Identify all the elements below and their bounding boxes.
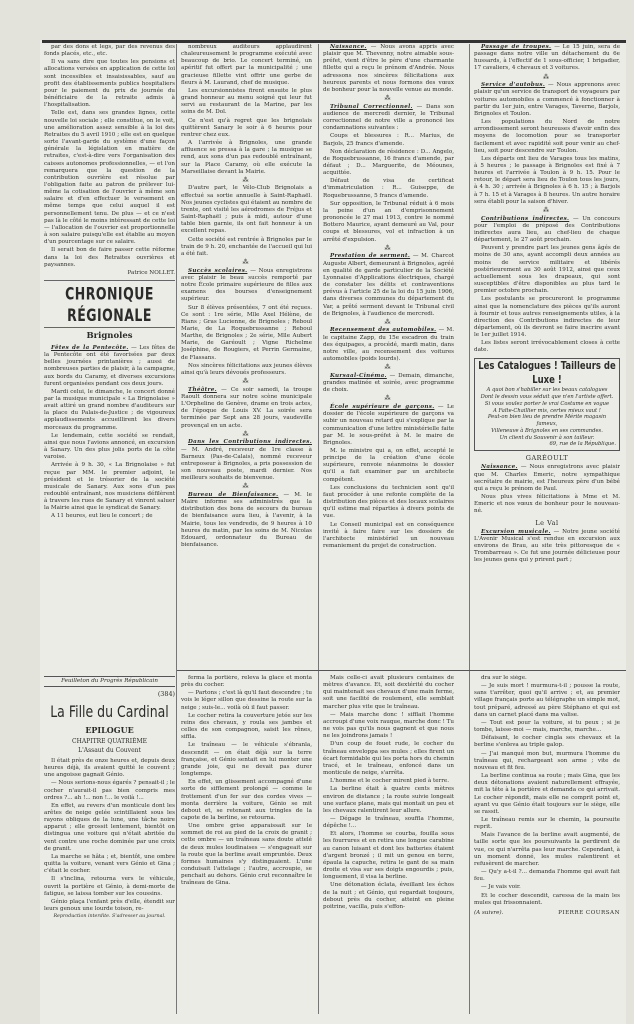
paragraph: La marche se hâta ; et, bientôt, une ombre quitta la voiture, venant vers Génio et Gina ; c'était le cocher. (44, 853, 175, 875)
separator-stars: ⁂ (242, 176, 251, 184)
separator-stars: ⁂ (242, 430, 251, 438)
paragraph: — Nous serions-nous égarés ? pensait-il ; le cocher n'aurait-il pas bien compris mes ordres ?... ah !... non !... le voilà !... (44, 780, 175, 801)
paragraph: Coups et blessures : R... Marius, de Barjols, 25 francs d'amende. (323, 133, 454, 147)
paragraph: — Qu'y a-t-il ?... demanda l'homme qui avait fait feu. (474, 869, 620, 883)
paragraph (323, 373, 454, 394)
paragraph: Sur 8 élèves présentées, 7 ont été reçues. Ce sont : 1re série, Mlle Axel Hélène, de Rians ; Gras Lucienne, de Brignoles ; Reboul Marie, de La Roquebrussanne ; Reboul Marthe, de Brignoles ; 2e série, Mlle Aubert Marie, de Garéoult ; Vigne Richelme Joséphine, de Rougiers, et Perrin Germaine, de Flassans. (181, 304, 312, 361)
paragraph: Non déclaration de résidence : D... Angelo, de Roquebrussanne, 16 francs d'amende, par défaut ; D... Marguerite, de Méounes, acquittée. (323, 148, 454, 177)
author: PIERRE COURSAN (558, 909, 620, 916)
paragraph: Mardi celui, le dimanche, le concert donné par la musique municipale « La Brignolaise » avait attiré un grand nombre d'auditeurs sur la place du Palais-de-Justice ; de vigoureux applaudissements accueillirent les divers morceaux du programme. (44, 388, 175, 431)
separator-stars: ⁂ (384, 244, 393, 252)
feuilleton-divider (177, 670, 626, 671)
rubric-title: CHRONIQUE RÉGIONALE (65, 283, 154, 326)
item-lead: Service d'autobus. (481, 82, 546, 89)
ad-line: Peut-on bien lieu de prendre Mérite magasin fameux, (487, 414, 607, 428)
feuilleton-chapter: CHAPITRE QUATRIÈME (72, 737, 147, 745)
paragraph (474, 529, 620, 565)
ad-line: Un client du Souvenir à son tailleur. (499, 434, 595, 441)
column-3 (323, 44, 454, 669)
paragraph: Arrivée à 9 h. 30, « La Brignolaise » fut reçue par MM. le premier adjoint, le président et le trésorier de la société musicale de Sanary. Aux sons d'un pas redoublé entraînant, nos musiciens défilèrent à travers les rues de Sanary et vinrent saluer la Mairie ainsi que le syndicat de Sanary. (44, 462, 175, 512)
item-text: — Dans son audience de mercredi dernier, le Tribunal correctionnel de notre ville a prononcé les condamnations suivantes : (323, 103, 454, 132)
column-rule (318, 44, 319, 1014)
paragraph: Le traîneau remis sur le chemin, la poursuite reprit. (474, 816, 620, 831)
separator-stars: ⁂ (384, 395, 393, 403)
reproduction-note: Reproduction interdite. S'adresser au journal. (53, 914, 166, 920)
paragraph: Il serait bon de faire passer cette réforme dans la loi des Retraites ouvrières et paysannes. (44, 247, 175, 268)
paragraph: Telle est, dans ses grandes lignes, cette nouvelle loi sociale ; elle constitue, on le voit, une amélioration assez sensible à la loi des Retraites du 5 avril 1910 ; elle est en quelque sorte l'avant-garde du système d'une façon générale la législation en matière de retraites, c'est-à-dire vers l'organisation des caisses autonomes professionnelles, — et l'on remarquera que la question de la contribution ouvrière est résolue par l'obligation faite au patron de prélever lui-même la cotisation de l'ouvrier à même son salaire et d'en effectuer le versement en même temps que celui auquel il est personnellement tenu. De plus — et ce n'est pas là le côté le moins intéressant de cette loi — l'allocation de l'ouvrier est proportionnelle à son salaire puisqu'elle est établie au moyen d'un pourcentage sur ce salaire. (44, 110, 175, 246)
paragraph: Les excursionnistes firent ensuite le plus grand honneur au menu soigné qui leur fut servi au restaurant de la Marine, par les soins de M. Dol. (181, 87, 312, 116)
a-suivre: (A suivre). (474, 909, 504, 916)
item-text: — Ce soir samedi, la troupe Raoult donnera sur notre scène municipale L'Orpheline de Genève, drame en trois actes, de l'époque de Louis XV. La soirée sera terminée par Sept ans 28 jours, vaudeville provençal en un acte. (181, 386, 312, 429)
paragraph: Il s'inclina, retourna vers le véhicule, ouvrit la portière et Génio, à demi-morte de fatigue, se laissa tomber sur les coussins. (44, 876, 175, 897)
ad-line: Villeneuve à Brignoles en ses commandes. (491, 427, 603, 434)
divider (44, 327, 175, 328)
item-lead: Naissance. (330, 44, 367, 50)
top-rule (42, 40, 626, 43)
column-4 (474, 44, 620, 669)
advertisement-title: Les Catalogues ! Tailleurs de Luxe ! (478, 359, 616, 386)
ad-line: Si vous voulez porter le vrai Costume en vogue (484, 400, 610, 407)
paragraph: Nous plus vives félicitations à Mme et M. Emeric et nos vœux de bonheur pour le nouveau-né. (474, 494, 620, 515)
paragraph: Une détonation éclata, éveillant les échos de la nuit ; et Génio, qui regardait toujours, debout près du cocher, atteint en pleine poitrine, vacilla, puis s'effon- (323, 882, 454, 910)
paragraph: La berline continua sa route ; mais Gina, que les deux détonations avaient naturellement effrayée, mit la tête à la portière et demanda ce qui arrivait. Le cocher répondit, mais elle ne comprit point et, ayant vu que Génio était toujours sur le siège, elle se rassit. (474, 773, 620, 815)
paragraph: — Partons ; c'est là qu'il faut descendre ; tu vois le léger sillon que dessine la route sur la neige ; suis-le... voilà où il faut passer. (181, 690, 312, 711)
column-2 (181, 44, 312, 669)
column-rule (176, 44, 177, 1014)
item-lead: Tribunal Correctionnel. (330, 103, 413, 110)
paragraph: En effet, au revers d'un monticule dont les arêtes de neige gelée scintillaient sous les rayons obliques de la lune, une tâche noire apparut ; elle grossit lentement, bientôt on distingua une voiture qui n'était abritée du vent contre une roche dominée par une croix de granit. (44, 802, 175, 852)
item-text: — M. Charcot Auguste Albert, demeurant à Brignoles, agréé en qualité de garde particulier de la Société Lyonnaise d'Applications électriques, chargé de constater les délits et contraventions prévus à l'article 25 de la loi du 15 juin 1906, dans diverses communes du département du Var, a prêté serment devant le Tribunal civil de Brignoles, à l'audience de mercredi. (323, 253, 454, 317)
item-lead: Dans les Contributions indirectes. (188, 439, 312, 446)
item-text: — Le 15 juin, sera de passage dans notre ville un détachement du 6e hussards, à l'effectif de 1 sous-officier, 1 brigadier, 17 cavaliers, 4 chevaux et 3 voitures. (474, 44, 620, 72)
feuilleton-title: La Fille du Cardinal (50, 702, 169, 722)
feuilleton-column-4 (474, 675, 620, 1015)
paragraph (474, 464, 620, 493)
item-lead: Théâtre. (188, 386, 217, 393)
paragraph (181, 492, 312, 549)
paragraph: M. le ministre qui a, on effet, accepté le principe de la création d'une école supérieure, renvoie néanmoins le dossier qu'il a fait examiner par un architecte compétent. (323, 448, 454, 483)
item-text: — Nous enregistrons avec plaisir que M. Charles Emeric, notre sympathique secrétaire de mairie, est l'heureux père d'un bébé qui a reçu le prénom de Paul. (474, 464, 620, 492)
paragraph: A 11 heures, eut lieu le concert ; de (51, 513, 153, 520)
paragraph: A l'arrivée à Brignoles, une grande affluence se pressa à la gare ; la musique se rend, aux sons d'un pas redoublé entraînant, sur la Place Caramy, où elle exécute la Marseillaise devant la Mairie. (181, 140, 312, 175)
column-rule (469, 44, 470, 1014)
paragraph: Les populations du Nord de notre arrondissement seront heureuses d'avoir enfin des moyens de locomotion pour se transporter facilement et avec rapidité soit pour venir au chef-lieu, soit pour descendre sur Toulon. (474, 119, 620, 154)
item-lead: Excursion musicale. (481, 528, 551, 535)
paragraph: Les postulants se procureront le programme ainsi que la nomenclature des pièces qu'ils auront à fournir et tous autres renseignements utiles, à la direction des Contributions indirectes de leur département, où ils devront se faire inscrire avant le 1er juillet 1914. (474, 296, 620, 339)
feuilleton-header: Feuilleton du Progrès Républicain (44, 676, 175, 687)
paragraph: Une ombre grise apparaissait sur le sommet de roi au pied de la croix de granit ; cette ombre — un traîneau sans doute attelé de deux mules loudinaises — s'engageait sur la route que la berline avait empruntée. Deux formes humaines s'y distinguaient. L'une conduisait l'attelage ; l'autre, accroupie, se penchait au dehors. Génio crut reconnaître le traîneau de Gina. (181, 823, 312, 887)
advertisement-box (474, 358, 620, 452)
section-heading: Le Val (535, 518, 559, 527)
item-text: — Notre jeune société L'Avenir Musical s'est rendue en excursion aux environs de Brau, au site très pittoresque de « Trombarreau ». Ce fut une journée délicieuse pour les jeunes gens qui y prirent part ; (474, 528, 620, 564)
item-lead: Succès scolaires. (188, 267, 248, 274)
paragraph: — Je vais voir. (481, 884, 521, 891)
ad-line: A Faïte-Chaillier mis, certes mieux vaut ! (493, 407, 601, 414)
paragraph: Défaisant, le cocher cingla ses chevaux et la berline s'enleva au triple galop. (474, 735, 620, 749)
paragraph: Les conclusions du technicien sont qu'il faut procéder à une refonte complète de la distribution des pièces et des locaux scolaires qu'il estime mal réparties à divers points de vue. (323, 484, 454, 520)
paragraph: Les listes seront irrévocablement closes à cette date. (474, 340, 620, 354)
item-lead: Fêtes de la Pentecôte. (51, 344, 129, 351)
paragraph (474, 44, 620, 73)
paragraph (323, 44, 454, 94)
signature: Patrice NOLLET. (127, 269, 175, 276)
item-text: — Nous apprenons avec plaisir qu'un service de transport de voyageurs par voitures automobiles a commencé à fonctionner à partir du 1er juin, entre Varages, Taverne, Barjols, Brignoles et Toulon. (474, 82, 620, 117)
item-lead: Passage de troupes. (481, 44, 552, 50)
paragraph: Le lendemain, cette société se rendait, ainsi que nous l'avions annoncé, en excursion à Sanary. Un des plus jolis ports de la côte varoise. (44, 432, 175, 461)
paragraph: Il était près de onze heures et, depuis deux heures déjà, ils avaient quitté le couvent ; une angoisse gagnait Génio. (44, 757, 175, 779)
paragraph: par des dons et legs, par des revenus des fonds placés, etc., etc. (44, 44, 175, 58)
feuilleton-footer (474, 910, 620, 917)
paragraph: D'autre part, le Vélo-Club Brignolais a effectué sa sortie annuelle à Saint-Raphaël. Nos jeunes cyclistes qui étaient au nombre de trente, ont visité les aérodromes de Fréjus et Saint-Raphaël ; puis à midi, autour d'une table bien garnie, ils ont fait honneur à un excellent repas. (181, 185, 312, 235)
paragraph: dra sur le siège. (481, 675, 527, 681)
feuilleton-chapter-title: L'Assaut du Couvent (78, 747, 141, 755)
paragraph (323, 327, 454, 363)
paragraph: — Tout est pour la voiture, si tu peux ; si je tombe, laisse-moi — mais, marche, marche... (474, 719, 620, 734)
paragraph: Le cocher retira la couverture jetée sur les reins des chevaux, y roula ses jambes et celles de son compagnon, saisit les rênes, siffla. (181, 712, 312, 741)
separator-stars: ⁂ (242, 259, 251, 267)
item-lead: Naissance. (481, 464, 518, 471)
paragraph: — Je suis mort ! murmura-t-il ; pousse la route, sans t'arrêter, quoi qu'il arrive ; et, au premier village français porte au télégraphe un simple mot, tout préparé, adressé au père Stéphano et qui est dans un carnet placé dans ma valise. (474, 683, 620, 718)
item-text: — M. le capitaine Zapp, du 15e escadron du train des équipages, a procédé, mardi matin, dans notre ville, au recensement des voitures automobiles (poids lourds). (323, 327, 454, 363)
paragraph: Sur opposition, le Tribunal réduit à 6 mois la peine d'un an d'emprisonnement prononcée le 27 mai 1913, contre le nommé Bottero Maurice, ayant demeuré au Val, pour coups et blessures, vol et infraction à un arrêté d'expulsion. (323, 200, 454, 243)
paragraph (474, 216, 620, 245)
paragraph: Peuvent y prendre part les jeunes gens âgés de moins de 30 ans, ayant accompli deux années au moins de service militaire et libérés postérieurement au 30 août 1912, ainsi que ceux actuellement sous les drapeaux, qui sont susceptibles d'être disponibles au plus tard le premier octobre prochain. (474, 245, 620, 295)
feuilleton-column-2 (181, 675, 312, 1015)
ad-line: Dont le dessin vous séduit que n'en l'artiste offert. (480, 394, 614, 401)
item-text: — Un concours pour l'emploi de préposé des Contributions indirectes aura lieu, au chef-lieu de chaque département, le 27 août prochain. (474, 215, 620, 244)
paragraph: Le Conseil municipal est en conséquence invité à faire faire sur les dossiers de l'architecte ministériel un nouveau remaniement du projet de construction. (323, 521, 454, 550)
item-text: — Le dossier de l'école supérieure de garçons va subir un nouveau retard qui s'explique par la communication d'une lettre ministérielle faite par M. le sous-préfet à M. le maire de Brignoles. (323, 404, 454, 446)
paragraph: — Mais marche donc ! sifflait l'homme accroupi d'une voix rauque, marche donc ! Tu ne vois pas qu'ils nous gagnent et que nous ne les joindrons jamais ! (323, 711, 454, 740)
item-lead: Contributions indirectes. (481, 215, 570, 222)
paragraph: D'un coup de fouet rude, le cocher du traîneau enveloppa ses mules ; elles firent un écart formidable qui les porta hors du chemin tracé, et le traîneau, enfoncé dans un monticule de neige, s'arrêta. (323, 741, 454, 777)
paragraph: Mais celle-ci avait plusieurs centaines de mètres d'avance. Et, soit dextérité du cocher qui maintenait ses chevaux d'une main ferme, soit une facilité de roulement, elle semblait marcher plus vite que le traîneau. (323, 675, 454, 710)
paragraph: L'homme et le cocher mirent pied à terre. (330, 778, 449, 785)
ad-address: 69, rue de la République. (549, 441, 616, 448)
paragraph (181, 439, 312, 482)
column-1 (44, 44, 175, 669)
paragraph: Défaut de visa de certificat d'immatriculation : R... Guiseppe, de Roquebrussanne, 5 francs d'amende. (323, 178, 454, 199)
separator-stars: ⁂ (384, 318, 393, 326)
feuilleton-part: EPILOGUE (85, 725, 134, 736)
item-lead: Bureau de Bienfaisance. (188, 491, 279, 498)
feuilleton-column-3 (323, 675, 454, 1015)
divider (44, 280, 175, 281)
paragraph (474, 82, 620, 118)
separator-stars: ⁂ (543, 73, 551, 81)
paragraph: Et le cocher descendit, caressa de la main les mules qui frissonnaient. (474, 892, 620, 906)
separator-stars: ⁂ (242, 483, 251, 491)
paragraph: Et alors, l'homme se courba, fouilla sous les fourrures et en retira une longue carabine au canon luisant et dont les batteries étaient d'argent bronzé ; il mit un genou en terre, épaula la capuche, retira le gant de sa main droite et visa sur ses doigts engourdis ; puis, longuement, il visa la berline. (323, 831, 454, 881)
item-lead: Prestation de serment. (330, 253, 411, 260)
item-lead: Recensement des automobiles. (330, 327, 437, 334)
paragraph: — Dégage le traîneau, souffla l'homme, dépêche !... (323, 815, 454, 830)
item-lead: Kursaal-Cinéma. (330, 372, 387, 379)
item-text: — M. André, receveur de 1re classe à Barneux (Pas-de-Calais), nommé receveur entreposeur à Brignoles, a pris possession de son nouveau poste, mardi dernier. Nos meilleurs souhaits de bienvenue. (181, 446, 312, 482)
paragraph: Mais l'avance de la berline avait augmenté, de taille sorte que les poursuivants la perdirent de vue, ce qui n'arrêta pas leur marche. Cependant, à un moment donné, les mules ralentirent et refusèrent de marcher. (474, 832, 620, 867)
separator-stars: ⁂ (543, 206, 551, 214)
paragraph: ferma la portière, releva la glace et monta près du cocher. (181, 675, 312, 689)
section-heading: GARÉOULT (525, 454, 569, 463)
item-text: — M. le Maire informe ses administrés que la distribution des bons de secours du bureau de bienfaisance aura lieu, à l'avenir, à la Mairie, tous les vendredis, de 9 heures à 10 heures du matin, par les soins de M. Nicolas Edouard, ordonnateur du Bureau de bienfaisance. (181, 491, 312, 549)
paragraph: Cette société est rentrée à Brignoles par le train de 9 h. 20, enchantée de l'accueil qui lui a été fait. (181, 236, 312, 257)
paragraph: La berline était à quatre cents mètres environ de distance ; la route suivie longeait une surface plane, mais qui montait un peu et les chevaux ralentirent leur allure. (323, 786, 454, 814)
paragraph: Nos sincères félicitations aux jeunes élèves ainsi qu'à leurs dévoués professeurs. (181, 362, 312, 376)
paragraph: — J'ai manqué mon but, murmura l'homme du traîneau qui, rechargeant son arme ; vite de nouveau et fit feu. (474, 750, 620, 771)
section-heading: Brignoles (86, 331, 133, 341)
separator-stars: ⁂ (384, 95, 393, 103)
item-lead: École supérieure de garçons. (330, 404, 435, 411)
paragraph (44, 345, 175, 388)
feuilleton-column-1 (44, 672, 175, 1014)
item-text: — Nous enregistrons avec plaisir le beau succès remporté par notre École primaire supérieure de filles aux examens des bourses d'enseignement supérieur. (181, 267, 312, 303)
feuilleton-number: (384) (157, 690, 175, 699)
paragraph: Le traîneau — le véhicule s'ébranla, descendit — on était déjà sur la terre française, et Génio sentait en lui monter une grande joie, qui ne devait pas durer longtemps. (181, 742, 312, 778)
paragraph: Ce n'est qu'à regret que les brignolais quittèrent Sanary le soir à 6 heures pour rentrer chez eux. (181, 117, 312, 138)
paragraph (181, 268, 312, 304)
paragraph (181, 387, 312, 430)
paragraph: En effet, un glissement accompagné d'une sorte de sifflement prolongé — comme le frottement d'un fer sur des cordes vives — monta derrière la voiture, Génio se mit debout et, se retenant aux tringles de la capote de la berline, se retourna. (181, 779, 312, 821)
paragraph (323, 104, 454, 133)
paragraph: Génio plaça l'enfant près d'elle, étendit sur leurs genoux une lourde toison, re- (44, 898, 175, 913)
paragraph: Il va sans dire que toutes les pensions et allocations versées en application de cette loi sont incessibles et insaisissables, sauf au profit des établissements publics hospitaliers pour le paiement du prix de journée du bénéficiaire de la retraite admis à l'hospitalisation. (44, 59, 175, 109)
item-text: — Demain, dimanche, grandes matinée et soirée, avec programme de choix. (323, 372, 454, 394)
item-text: — Nous avons appris avec plaisir que M. Thevenny, notre aimable sous-préfet, vient d'être le père d'une charmante fillette qui a reçu le prénom d'Andrée. Nous adressons nos sincères félicitations aux heureux parents et nous formons des vœux de bonheur pour la nouvelle venue au monde. (323, 44, 454, 93)
paragraph: Les départs ont lieu de Varages tous les matins, à 5 heures ; le passage à Brignoles est fixé à 7 heures et l'arrivée à Toulon à 9 h. 15. Pour le retour, le départ sera lieu de Toulon tous les jours, à 4 h. 30 ; arrivée à Brignoles à 6 h. 15 ; à Barjols à 7 h. 15 et à Varages à 8 heures. Un autre horaire sera établi pour la saison d'hiver. (474, 155, 620, 205)
separator-stars: ⁂ (384, 364, 393, 372)
separator-stars: ⁂ (242, 378, 251, 386)
item-text: — Les fêtes de la Pentecôte ont été favorisées par deux belles journées printanières ; aussi de nombreuses parties de plaisir, à la campagne, aux bords du Caramy, et diverses excursions furent organisées pendant ces deux jours. (44, 344, 175, 387)
paragraph (323, 404, 454, 447)
paragraph: nombreux auditeurs applaudirent chaleureusement le programme exécuté avec beaucoup de brio. Le concert terminé, un apéritif fut offert par la municipalité ; une gracieuse fillette vint offrir une gerbe de fleurs à M. Laurand, chef de musique. (181, 44, 312, 86)
ad-line: A quoi bon s'habiller sur les beaux catalogues (486, 387, 608, 394)
paragraph (323, 253, 454, 317)
